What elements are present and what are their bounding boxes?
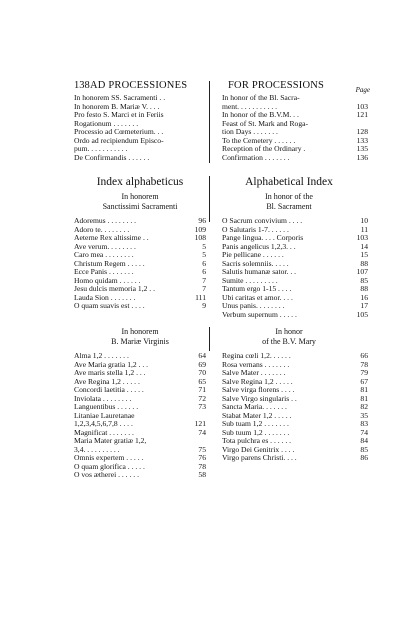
entry-title: Christum Regem . . . . . xyxy=(74,259,145,268)
entry-title: Unus panis. . . . . . . . xyxy=(222,302,285,310)
entry-page-number: 16 xyxy=(360,293,368,302)
index-entry xyxy=(74,471,206,480)
subheading-line: Sanctissimi Sacramenti xyxy=(102,201,178,211)
latin-subheading-marian xyxy=(74,327,206,346)
entry-title: Ecce Panis . . . . . . . xyxy=(74,268,134,276)
english-subheading-marian xyxy=(216,327,362,346)
entry-title: Sumite . . . . . . . . . xyxy=(222,276,278,285)
marian-latin-list xyxy=(74,352,212,480)
entry-page-number xyxy=(367,120,368,129)
index-entry xyxy=(222,429,368,438)
index-entry xyxy=(74,294,206,303)
index-entry xyxy=(222,120,368,129)
entry-page-number: 111 xyxy=(195,293,206,302)
index-entry xyxy=(222,260,368,269)
column-divider xyxy=(209,327,210,351)
entry-title: Rogationum . . . . . . . xyxy=(74,119,139,128)
entry-page-number: 107 xyxy=(356,268,368,276)
entry-page-number xyxy=(205,120,206,129)
contents-latin-column xyxy=(74,94,212,162)
entry-title: Sancta Maria. . . . . . . xyxy=(222,403,287,411)
entry-title: Panis angelicus 1,2,3. . . xyxy=(222,242,296,251)
index-entry xyxy=(222,420,368,429)
entry-title: Stabat Mater 1,2 . . . . . xyxy=(222,411,292,420)
entry-title: Virgo Dei Genitrix . . . . xyxy=(222,445,295,454)
subheading-line: In honor xyxy=(275,327,303,336)
index-entry xyxy=(222,437,368,446)
entry-title: Inviolata . . . . . . . . xyxy=(74,394,132,403)
entry-page-number xyxy=(205,111,206,120)
entry-title: Maria Mater gratiæ 1,2, xyxy=(74,437,147,445)
entry-title: Salve Mater . . . . . . . xyxy=(222,369,286,377)
english-running-title: FOR PROCESSIONS xyxy=(228,80,325,91)
entry-title: Caro mea . . . . . . . . xyxy=(74,251,134,259)
entry-title: Jesu dulcis memoria 1,2 . . xyxy=(74,285,155,293)
entry-page-number: 103 xyxy=(356,102,368,111)
contents-block xyxy=(74,94,370,162)
entry-page-number xyxy=(205,145,206,154)
index-entry xyxy=(222,352,368,361)
entry-page-number: 11 xyxy=(360,225,368,234)
index-entry xyxy=(74,437,206,446)
entry-page-number: 74 xyxy=(360,428,368,437)
entry-title: Regina cœli 1,2. . . . . . xyxy=(222,352,291,360)
index-entry xyxy=(222,403,368,412)
entry-title: Tota pulchra es . . . . . . xyxy=(222,437,292,445)
index-entry xyxy=(74,378,206,387)
entry-title: O Salutaris 1-7. . . . . . xyxy=(222,225,289,234)
entry-title: Languentibus . . . . . . xyxy=(74,403,139,411)
index-entry xyxy=(74,268,206,277)
index-entry xyxy=(74,352,206,361)
entry-title: Sub tuum 1,2 . . . . . . . xyxy=(222,428,290,437)
entry-page-number: 14 xyxy=(360,242,368,251)
entry-title: Sub tuam 1,2 . . . . . . . xyxy=(222,420,289,428)
index-entry xyxy=(222,311,368,320)
index-entry xyxy=(222,361,368,370)
entry-page-number: 66 xyxy=(360,352,368,360)
entry-page-number xyxy=(205,94,206,103)
entry-page-number: 78 xyxy=(198,462,206,471)
english-index-heading: Alphabetical Index xyxy=(245,176,333,188)
index-entry xyxy=(222,251,368,260)
entry-page-number: 15 xyxy=(360,251,368,259)
entry-page-number: 9 xyxy=(202,302,206,310)
entry-title: Ave Regina 1,2 . . . . . xyxy=(74,377,140,386)
entry-page-number: 82 xyxy=(360,403,368,411)
entry-page-number: 5 xyxy=(202,242,206,251)
entry-title: Sacris solemniis. . . . . xyxy=(222,259,289,268)
index-entry xyxy=(222,412,368,421)
entry-page-number: 58 xyxy=(198,471,206,479)
entry-page-number: 64 xyxy=(198,352,206,360)
marian-section xyxy=(74,327,370,480)
entry-page-number: 35 xyxy=(360,411,368,420)
entry-page-number: 79 xyxy=(360,369,368,377)
entry-title: 3,4. . . . . . . . . . xyxy=(74,445,120,454)
entry-title: Adoremus . . . . . . . . xyxy=(74,217,137,225)
entry-page-number xyxy=(205,412,206,421)
index-entry xyxy=(222,386,368,395)
index-entry xyxy=(222,369,368,378)
entry-page-number: 76 xyxy=(198,454,206,462)
index-entry xyxy=(74,251,206,260)
entry-title: Adoro te. . . . . . . . xyxy=(74,225,130,234)
index-entry xyxy=(222,145,368,154)
index-entry xyxy=(74,302,206,311)
entry-page-number: 88 xyxy=(360,259,368,268)
entry-title: Ave maris stella 1,2 . . . xyxy=(74,369,146,377)
index-entry xyxy=(74,94,206,103)
subheading-line: of the B.V. Mary xyxy=(262,336,316,346)
index-entry xyxy=(222,302,368,311)
index-entry xyxy=(222,277,368,286)
entry-title: Rosa vernans . . . . . . . xyxy=(222,360,290,369)
entry-page-number: 105 xyxy=(356,310,368,319)
index-entry xyxy=(74,120,206,129)
entry-page-number xyxy=(205,128,206,137)
entry-page-number: 10 xyxy=(360,217,368,225)
entry-page-number: 135 xyxy=(356,145,368,153)
entry-page-number: 7 xyxy=(202,276,206,285)
entry-page-number: 109 xyxy=(194,225,206,234)
entry-page-number: 6 xyxy=(202,268,206,276)
index-entry xyxy=(222,103,368,112)
index-entry xyxy=(74,226,206,235)
entry-page-number: 71 xyxy=(198,386,206,394)
index-entry xyxy=(222,395,368,404)
index-entry xyxy=(74,420,206,429)
index-entry xyxy=(74,145,206,154)
entry-page-number: 73 xyxy=(198,403,206,411)
index-entry xyxy=(74,277,206,286)
entry-page-number: 67 xyxy=(360,377,368,386)
index-entry xyxy=(74,285,206,294)
contents-english-column xyxy=(216,94,368,162)
entry-page-number xyxy=(205,154,206,163)
entry-title: Confirmation . . . . . . . xyxy=(222,153,290,162)
entry-title: O vos ætherei . . . . . . xyxy=(74,471,139,479)
entry-page-number: 128 xyxy=(356,128,368,136)
entry-title: O quam glorifica . . . . . xyxy=(74,462,145,471)
entry-title: In honor of the Bl. Sacra- xyxy=(222,94,300,102)
entry-page-number: 5 xyxy=(202,251,206,259)
entry-page-number: 121 xyxy=(356,111,368,119)
entry-page-number xyxy=(205,103,206,112)
index-entry xyxy=(74,403,206,412)
entry-title: Pie pellicane . . . . . . xyxy=(222,251,284,259)
page-number: 138 xyxy=(74,80,90,91)
index-entry xyxy=(222,243,368,252)
entry-title: In honorem SS. Sacramenti . . xyxy=(74,94,166,102)
index-entry xyxy=(222,154,368,163)
entry-page-number: 6 xyxy=(202,259,206,268)
entry-page-number: 78 xyxy=(360,360,368,369)
entry-page-number: 136 xyxy=(356,153,368,162)
entry-title: Homo quidam . . . . . . xyxy=(74,276,141,285)
index-entry xyxy=(222,128,368,137)
entry-page-number: 75 xyxy=(198,445,206,454)
entry-page-number: 83 xyxy=(360,420,368,428)
entry-title: De Confirmandis . . . . . . xyxy=(74,153,150,162)
subheading-line: B. Mariæ Virginis xyxy=(111,336,169,346)
entry-page-number: 74 xyxy=(198,428,206,437)
entry-title: 1,2,3,4,5,6,7,8 . . . . xyxy=(74,420,133,428)
sacrament-latin-list xyxy=(74,217,212,319)
index-entry xyxy=(74,463,206,472)
entry-page-number: 72 xyxy=(198,394,206,403)
entry-title: Salutis humanæ sator. . . xyxy=(222,268,297,276)
entry-title: tion Days . . . . . . . xyxy=(222,128,278,136)
index-entry xyxy=(222,268,368,277)
subheading-line: Bl. Sacrament xyxy=(266,201,312,211)
entry-page-number: 81 xyxy=(360,386,368,394)
index-entry xyxy=(222,378,368,387)
subheading-line: In honor of the xyxy=(265,192,313,201)
index-entry xyxy=(222,137,368,146)
entry-title: Magnificat . . . . . . . xyxy=(74,428,134,437)
entry-page-number xyxy=(367,94,368,103)
entry-title: Salve Virgo singularis . . xyxy=(222,394,297,403)
entry-title: Reception of the Ordinary . xyxy=(222,145,306,153)
book-page xyxy=(74,80,370,480)
entry-title: Ave Maria gratia 1,2 . . . xyxy=(74,360,149,369)
latin-subheading-sacrament xyxy=(74,192,206,211)
latin-index-heading: Index alphabeticus xyxy=(96,176,184,188)
entry-title: Feast of St. Mark and Roga- xyxy=(222,119,309,128)
entry-page-number: 96 xyxy=(198,217,206,225)
index-entry xyxy=(74,454,206,463)
entry-title: Pro festo S. Marci et in Feriis xyxy=(74,111,164,119)
subheading-line: In honorem xyxy=(121,327,159,336)
entry-page-number: 88 xyxy=(360,285,368,293)
entry-page-number: 84 xyxy=(360,437,368,445)
index-entry xyxy=(222,285,368,294)
entry-title: Processio ad Cœmeterium. . . xyxy=(74,128,164,136)
entry-title: Salve virga florens . . . . xyxy=(222,386,295,394)
entry-title: O quam suavis est . . . . xyxy=(74,302,145,310)
index-entry xyxy=(74,386,206,395)
index-entry xyxy=(74,103,206,112)
entry-title: Ubi caritas et amor. . . . xyxy=(222,293,293,302)
index-entry xyxy=(222,111,368,120)
index-entry xyxy=(74,361,206,370)
entry-page-number: 121 xyxy=(194,420,206,428)
entry-title: pum. . . . . . . . . . . xyxy=(74,145,128,153)
entry-page-number: 17 xyxy=(360,302,368,310)
index-entry xyxy=(222,217,368,226)
entry-title: Lauda Sion . . . . . . . xyxy=(74,293,136,302)
running-header xyxy=(74,80,370,94)
entry-page-number: 7 xyxy=(202,285,206,293)
index-entry xyxy=(74,111,206,120)
index-entry xyxy=(74,395,206,404)
entry-title: Tantum ergo 1-15 . . . . xyxy=(222,285,292,293)
entry-title: Pange lingua. . . . Corporis xyxy=(222,234,304,242)
entry-title: O Sacrum convivium . . . . xyxy=(222,217,303,225)
index-entry xyxy=(74,429,206,438)
sacrament-english-list xyxy=(216,217,368,319)
english-subheading-sacrament xyxy=(216,192,362,211)
index-entry xyxy=(222,446,368,455)
index-entry xyxy=(74,154,206,163)
entry-page-number: 85 xyxy=(360,276,368,285)
entry-page-number xyxy=(205,437,206,446)
entry-page-number: 133 xyxy=(356,136,368,145)
index-entry xyxy=(74,412,206,421)
entry-title: Aeterne Rex altissime . . xyxy=(74,234,149,242)
page-column-label: Page xyxy=(355,86,370,94)
index-entry xyxy=(74,260,206,269)
entry-page-number: 86 xyxy=(360,454,368,462)
entry-page-number: 81 xyxy=(360,394,368,403)
entry-title: To the Cemetery . . . . . . xyxy=(222,136,296,145)
entry-title: Verbum supernum . . . . . xyxy=(222,310,297,319)
entry-title: Salve Regina 1,2 . . . . . xyxy=(222,377,293,386)
index-entry xyxy=(222,454,368,463)
entry-page-number: 103 xyxy=(356,234,368,242)
entry-page-number: 65 xyxy=(198,377,206,386)
entry-title: ment. . . . . . . . . . . xyxy=(222,102,278,111)
index-entry xyxy=(222,294,368,303)
index-entry xyxy=(74,234,206,243)
entry-title: Virgo parens Christi. . . . xyxy=(222,454,297,462)
entry-title: Litaniae Lauretanae xyxy=(74,411,135,420)
entry-title: Concordi laetitia . . . . . xyxy=(74,386,144,394)
index-entry xyxy=(74,369,206,378)
index-entry xyxy=(74,217,206,226)
index-entry xyxy=(74,446,206,455)
index-entry xyxy=(74,137,206,146)
entry-page-number: 85 xyxy=(360,445,368,454)
column-divider xyxy=(209,176,210,222)
index-entry xyxy=(222,226,368,235)
index-entry xyxy=(74,243,206,252)
index-section xyxy=(74,176,370,319)
entry-page-number xyxy=(205,137,206,146)
entry-title: In honorem B. Mariæ V. . . . xyxy=(74,102,160,111)
index-entry xyxy=(222,94,368,103)
index-entry xyxy=(222,234,368,243)
entry-title: Omnis expertem . . . . . xyxy=(74,454,144,462)
index-entry xyxy=(74,128,206,137)
entry-page-number: 108 xyxy=(194,234,206,242)
entry-title: Ordo ad recipiendum Episco- xyxy=(74,136,164,145)
subheading-line: In honorem xyxy=(121,192,159,201)
column-divider xyxy=(209,81,210,163)
entry-title: Alma 1,2 . . . . . . . xyxy=(74,352,129,360)
latin-running-title: AD PROCESSIONES xyxy=(90,80,188,91)
entry-title: Ave verum. . . . . . . . xyxy=(74,242,136,251)
entry-page-number: 69 xyxy=(198,360,206,369)
marian-english-list xyxy=(216,352,368,480)
entry-page-number: 70 xyxy=(198,369,206,377)
entry-title: In honor of the B.V.M. . . xyxy=(222,111,299,119)
